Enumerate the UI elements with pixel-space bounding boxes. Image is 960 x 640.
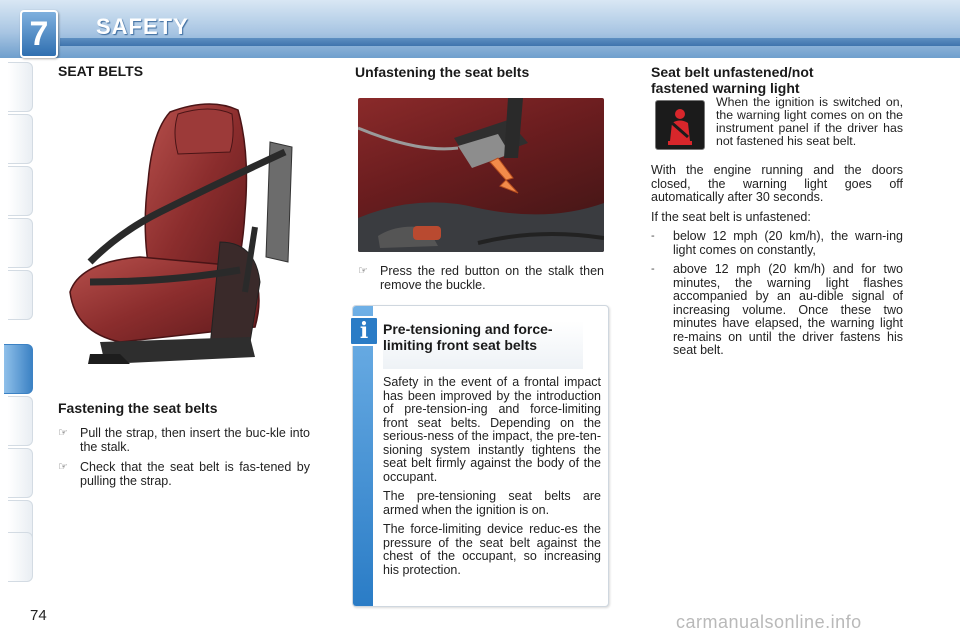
chapter-tab-active[interactable] [4,344,33,394]
warning-caption: When the ignition is switched on, the warning light comes on on the instrument panel if the driver has not fastened his seat belt. [716,95,903,148]
info-strip [353,306,373,606]
warning-text [651,164,903,358]
seatbelt-warning-icon [655,100,705,150]
chapter-tab[interactable] [8,114,33,164]
unfastening-step [358,258,604,292]
chapter-tab[interactable] [8,218,33,268]
dash-text: above 12 mph (20 km/h) and for two minutes, the warning light flashes accompanied by an au-dible signal of increasing volume. Once these two minutes have elapsed, the warning light re-mains on until the driver fastens his seat belt. [673,262,903,357]
chapter-tab[interactable] [8,62,33,112]
pointing-hand-icon: ☞ [358,265,368,277]
section-title: SEAT BELTS [58,63,144,79]
chapter-tab[interactable] [8,270,33,320]
chapter-tab[interactable] [8,166,33,216]
chapter-number-badge: 7 [20,10,58,58]
chapter-tabs [0,62,34,582]
chapter-tab[interactable] [8,448,33,498]
info-paragraph: Safety in the event of a frontal impact has been improved by the introduction of pre-tension-ing and force-limiting front seat belts. Depending on the serious-ness of the impact, the pre-ten-sioning system instantly tightens the seat belt firmly against the body of the occupant. [383,375,601,484]
list-item [358,264,604,292]
pointing-hand-icon: ☞ [58,461,68,473]
warning-paragraph: With the engine running and the doors closed, the warning light goes off automatically after 30 seconds. [651,163,903,204]
info-paragraph: The pre-tensioning seat belts are armed when the ignition is on. [383,489,601,517]
list-item [58,460,310,488]
info-icon: i [349,316,379,346]
chapter-tab[interactable] [8,532,33,582]
info-body [383,376,601,583]
step-text: Check that the seat belt is fas-tened by pulling the strap. [80,460,310,488]
unfastening-heading: Unfastening the seat belts [355,64,530,80]
list-item [58,426,310,454]
fastening-heading: Fastening the seat belts [58,400,218,416]
warning-light-heading: Seat belt unfastened/not fastened warning light [651,64,814,96]
dash-text: below 12 mph (20 km/h), the warn-ing light comes on constantly, [673,229,903,257]
watermark: carmanualsonline.info [676,612,862,632]
page-number: 74 [30,607,47,624]
header-band [60,38,960,46]
list-item [651,230,903,257]
pointing-hand-icon: ☞ [58,427,68,439]
warning-paragraph: If the seat belt is unfastened: [651,209,811,224]
buckle-photo [358,98,604,252]
chapter-title: SAFETY [96,14,189,39]
fastening-steps [58,420,310,488]
dash-mark: - [651,263,655,275]
seat-illustration [60,92,305,382]
list-item [651,263,903,358]
dash-mark: - [651,230,655,242]
step-text: Pull the strap, then insert the buc-kle into the stalk. [80,426,310,454]
info-paragraph: The force-limiting device reduc-es the pressure of the seat belt against the chest of the occupant, so increasing his protection. [383,522,601,577]
step-text: Press the red button on the stalk then remove the buckle. [380,264,604,292]
chapter-tab[interactable] [8,396,33,446]
info-box [352,305,609,607]
info-heading: Pre-tensioning and force-limiting front seat belts [383,321,583,369]
